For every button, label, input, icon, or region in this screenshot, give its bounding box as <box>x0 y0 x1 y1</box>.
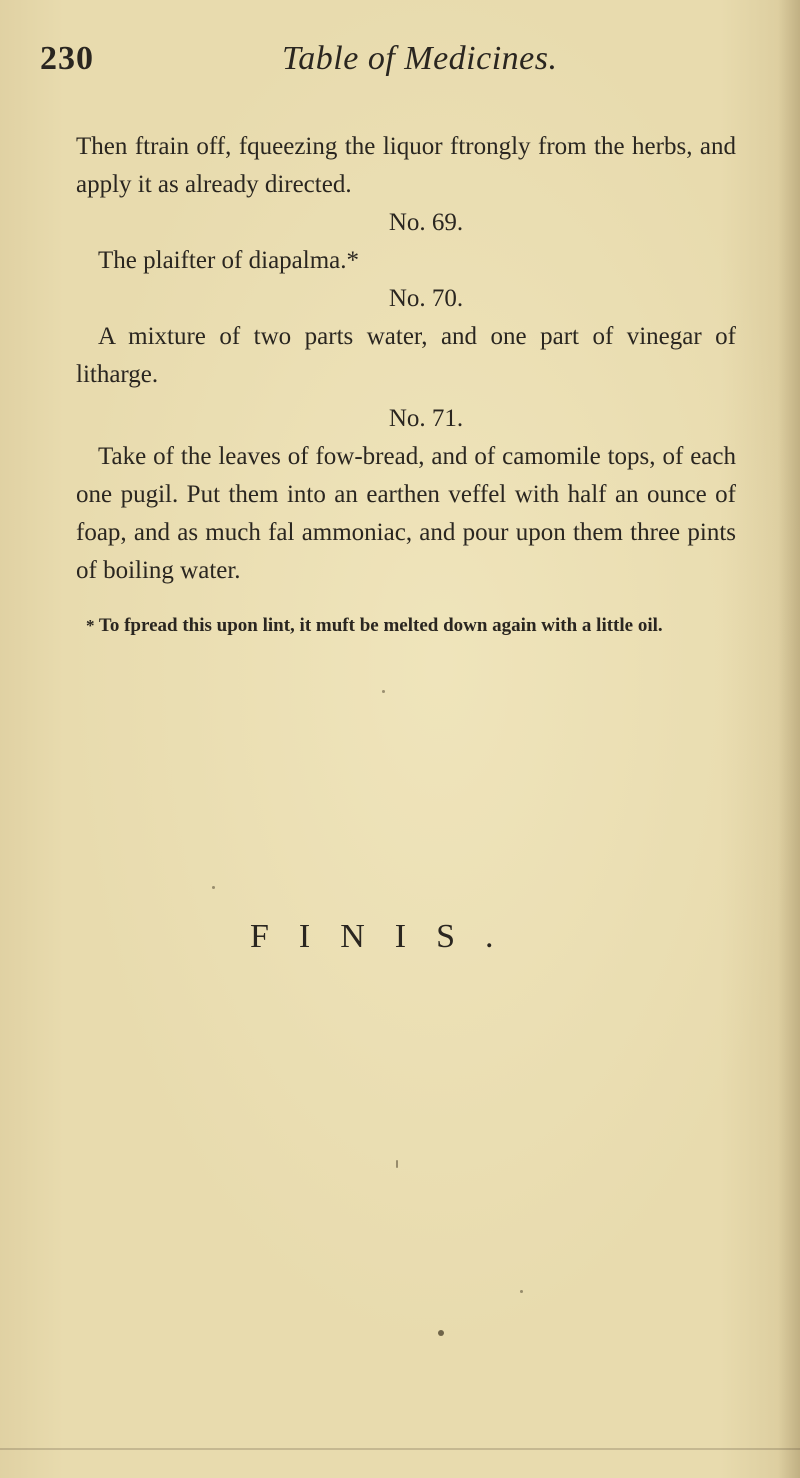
entry-number-71: No. 71. <box>388 405 464 432</box>
running-head <box>40 40 740 90</box>
footnote-mark: * <box>86 616 95 635</box>
body-text <box>76 128 736 590</box>
entry-number-70: No. 70. <box>388 285 464 312</box>
page-edge-shadow <box>778 0 800 1478</box>
entry-number-69: No. 69. <box>388 209 464 236</box>
footnote-text: To fpread this upon lint, it muft be melted down again with a little oil. <box>98 615 663 636</box>
finis-colophon: FINIS. <box>250 918 524 955</box>
paper-speck <box>438 1330 444 1336</box>
running-title: Table of Medicines. <box>282 40 558 77</box>
page-number: 230 <box>40 40 94 77</box>
paper-speck <box>520 1290 523 1293</box>
footnote <box>76 614 736 638</box>
paragraph-plaister: The plaifter of diapalma.* <box>98 247 359 274</box>
paper-speck <box>212 886 215 889</box>
paragraph-mixture: A mixture of two parts water, and one part of vinegar of litharge. <box>76 323 736 388</box>
paper-speck <box>382 690 385 693</box>
page-bottom-edge <box>0 1448 800 1450</box>
paper-speck <box>396 1160 398 1168</box>
paragraph-straining: Then ftrain off, fqueezing the liquor ftrongly from the herbs, and apply it as already directed. <box>76 133 736 198</box>
paragraph-fomentation: Take of the leaves of fow-bread, and of camomile tops, of each one pugil. Put them into an earthen veffel with half an ounce of foap, and as much fal ammoniac, and pour upon them three pints of boiling water. <box>76 443 736 584</box>
